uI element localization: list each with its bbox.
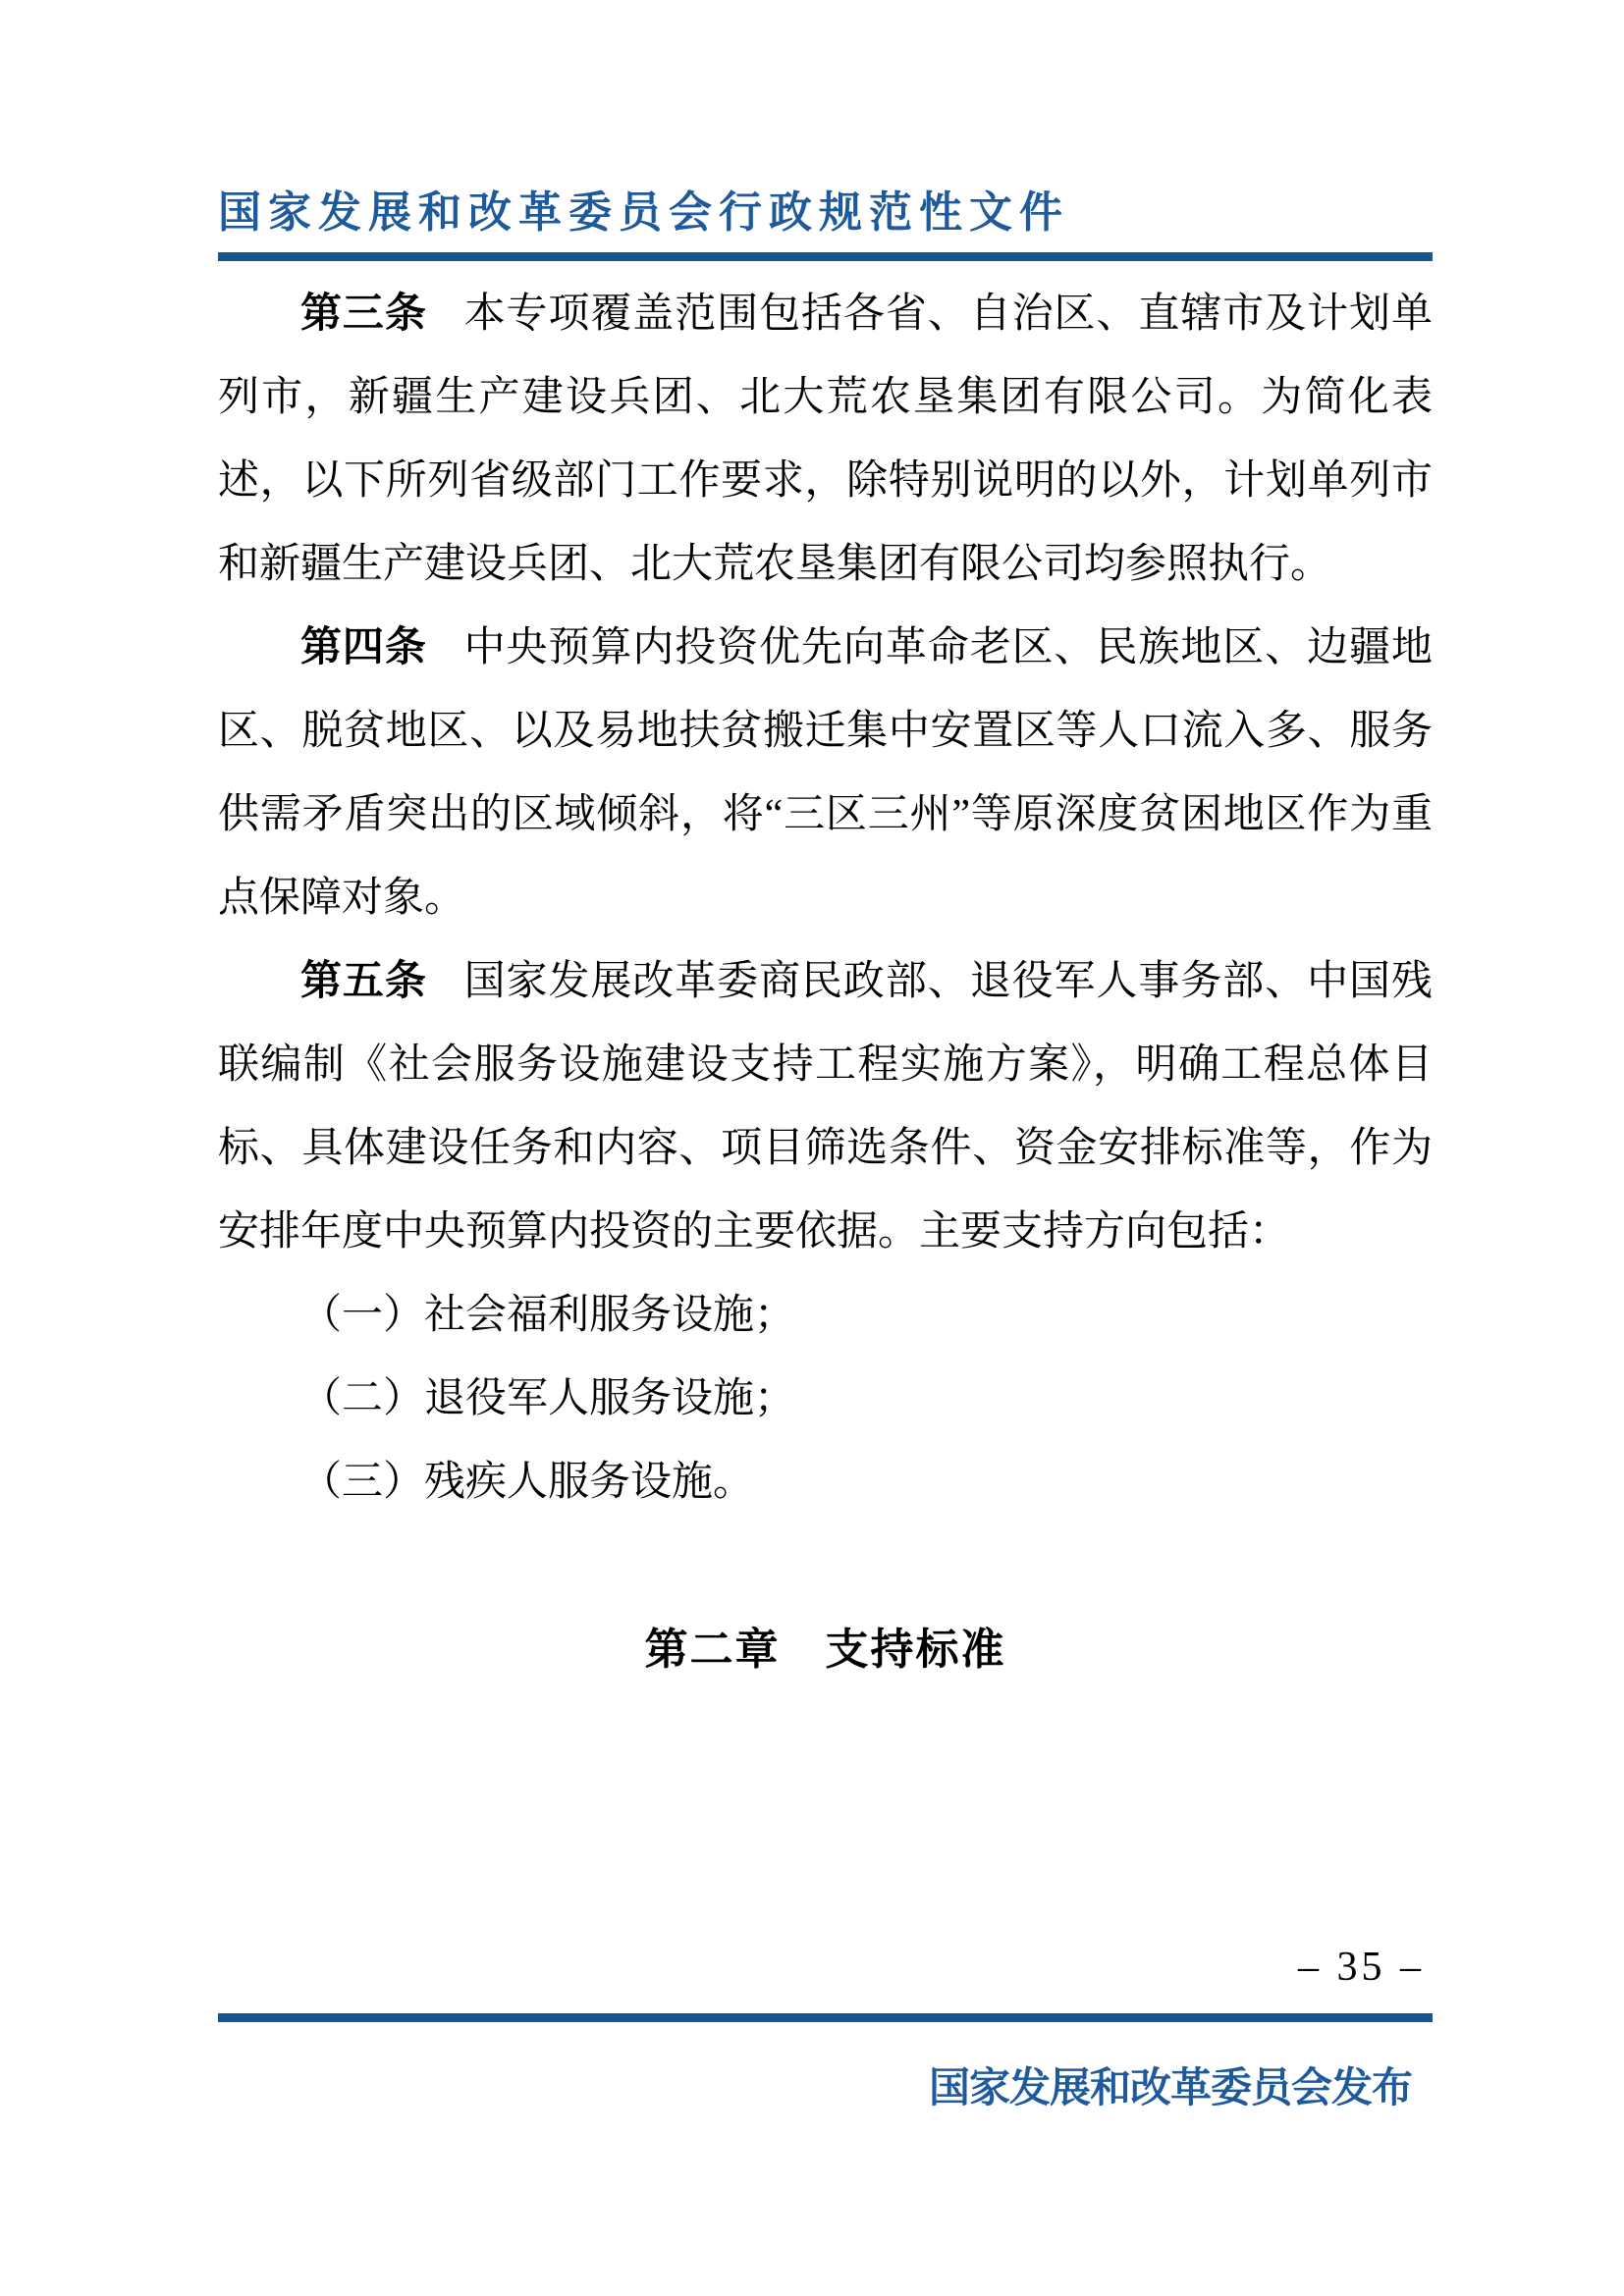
page-number: – 35 – [1298,1945,1425,1990]
article-label: 第三条 [300,292,427,337]
chapter-heading: 第二章 支持标准 [644,1626,1006,1674]
document-header-title: 国家发展和改革委员会行政规范性文件 [218,188,1069,237]
list-item-3: （三）残疾人服务设施。 [300,1460,755,1505]
document-body [218,273,1433,1691]
list-item-1: （一）社会福利服务设施； [300,1293,796,1338]
article-paragraph-3 [218,273,1433,607]
footer-publisher: 国家发展和改革委员会发布 [929,2064,1413,2110]
article-label: 第五条 [300,959,427,1004]
article-label: 第四条 [300,625,427,670]
article-text: 国家发展改革委商民政部、退役军人事务部、中国残联编制《社会服务设施建设支持工程实施方案》，明确工程总体目标、具体建设任务和内容、项目筛选条件、资金安排标准等，作为安排年度中央预算内投资的主要依据。主要支持方向包括： [218,959,1433,1255]
article-paragraph-4 [218,607,1433,940]
article-text: 中央预算内投资优先向革命老区、民族地区、边疆地区、脱贫地区、以及易地扶贫搬迁集中安置区等人口流入多、服务供需矛盾突出的区域倾斜，将“三区三州”等原深度贫困地区作为重点保障对象。 [218,625,1433,921]
list-item-2: （二）退役军人服务设施； [300,1376,796,1421]
footer-divider-rule [218,2013,1433,2022]
header-divider-rule [218,252,1433,261]
article-text: 本专项覆盖范围包括各省、自治区、直辖市及计划单列市，新疆生产建设兵团、北大荒农垦集团有限公司。为简化表述，以下所列省级部门工作要求，除特别说明的以外，计划单列市和新疆生产建设兵团、北大荒农垦集团有限公司均参照执行。 [218,292,1433,587]
article-paragraph-5 [218,940,1433,1274]
